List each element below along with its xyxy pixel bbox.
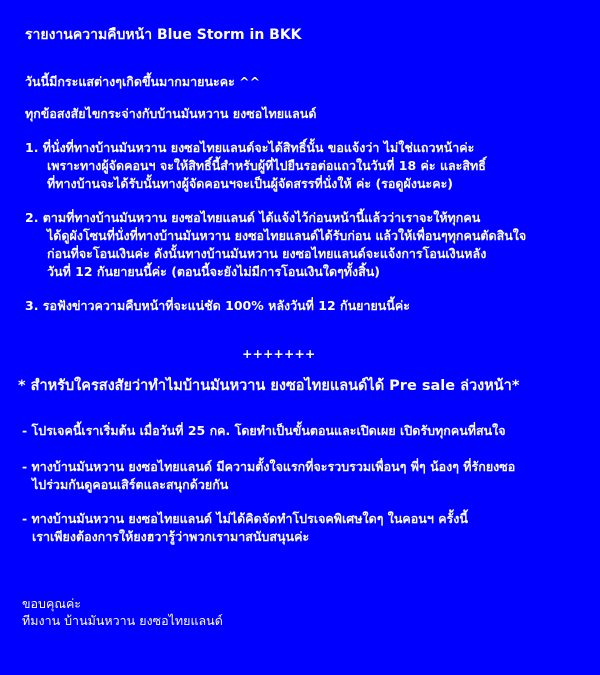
item1-line-3: ที่ทางบ้านจะได้รับนั้นทางผู้จัดคอนฯจะเป็นผู้จัดสรรที่นั่งให้ ค่ะ (รอดูผังนะคะ) (47, 176, 453, 191)
bullet-2-line-1: - ทางบ้านมันหวาน ยงซอไทยแลนด์ มีความตั้งใจแรกที่จะรวบรวมเพื่อนๆ พี่ๆ น้องๆ ที่รักยงซอ (22, 459, 516, 474)
item1-line-2: เพราะทางผู้จัดคอนฯ จะให้สิทธิ์นี้สำหรับผู้ที่ไปยืนรอต่อแถวในวันที่ 18 ค่ะ และสิทธิ์ (47, 158, 486, 173)
item2-line-4: วันที่ 12 กันยายนนี้ค่ะ (ตอนนี้จะยังไม่มีการโอนเงินใดๆทั้งสิ้น) (47, 264, 381, 279)
closing-signature: ทีมงาน บ้านมันหวาน ยงซอไทยแลนด์ (22, 613, 223, 628)
presale-headline: * สำหรับใครสงสัยว่าทำไมบ้านมันหวาน ยงซอไทยแลนด์ได้ Pre sale ล่วงหน้า* (18, 378, 520, 394)
item2-line-3: ก่อนที่จะโอนเงินค่ะ ดังนั้นทางบ้านมันหวาน ยงซอไทยแลนด์จะแจ้งการโอนเงินหลัง (47, 246, 487, 261)
intro-line-2: ทุกข้อสงสัยไขกระจ่างกับบ้านมันหวาน ยงซอไทยแลนด์ (25, 106, 317, 121)
item2-line-1: 2. ตามที่ทางบ้านมันหวาน ยงซอไทยแลนด์ ได้แจ้งไว้ก่อนหน้านี้แล้วว่าเราจะให้ทุกคน (25, 210, 481, 225)
separator: +++++++ (242, 346, 316, 361)
bullet-3-line-1: - ทางบ้านมันหวาน ยงซอไทยแลนด์ ไม่ได้คิดจัดทำโปรเจคพิเศษใดๆ ในคอนฯ ครั้งนี้ (22, 511, 468, 526)
page-title: รายงานความคืบหน้า Blue Storm in BKK (25, 27, 302, 43)
bullet-2-line-2: ไปร่วมกันดูคอนเสิร์ตและสนุกด้วยกัน (32, 477, 229, 492)
item1-line-1: 1. ที่นั่งที่ทางบ้านมันหวาน ยงซอไทยแลนด์จะได้สิทธิ์นั้น ขอแจ้งว่า ไม่ใช่แถวหน้าค่ะ (25, 140, 475, 155)
closing-thanks: ขอบคุณค่ะ (22, 596, 82, 611)
item2-line-2: ได้ดูผังโซนที่นั่งที่ทางบ้านมันหวาน ยงซอไทยแลนด์ได้รับก่อน แล้วให้เพื่อนๆทุกคนตัดสินใจ (47, 228, 527, 243)
intro-line-1: วันนี้มีกระแสต่างๆเกิดขึ้นมากมายนะคะ ^^ (25, 74, 261, 89)
item3-line: 3. รอฟังข่าวความคืบหน้าที่จะแน่ชัด 100% หลังวันที่ 12 กันยายนนี้ค่ะ (25, 298, 410, 313)
bullet-1: - โปรเจคนี้เราเริ่มต้น เมื่อวันที่ 25 กค. โดยทำเป็นขั้นตอนและเปิดเผย เปิดรับทุกคนที่สนใจ (22, 423, 506, 438)
bullet-3-line-2: เราเพียงต้องการให้ยงฮวารู้ว่าพวกเรามาสนับสนุนค่ะ (32, 529, 310, 544)
